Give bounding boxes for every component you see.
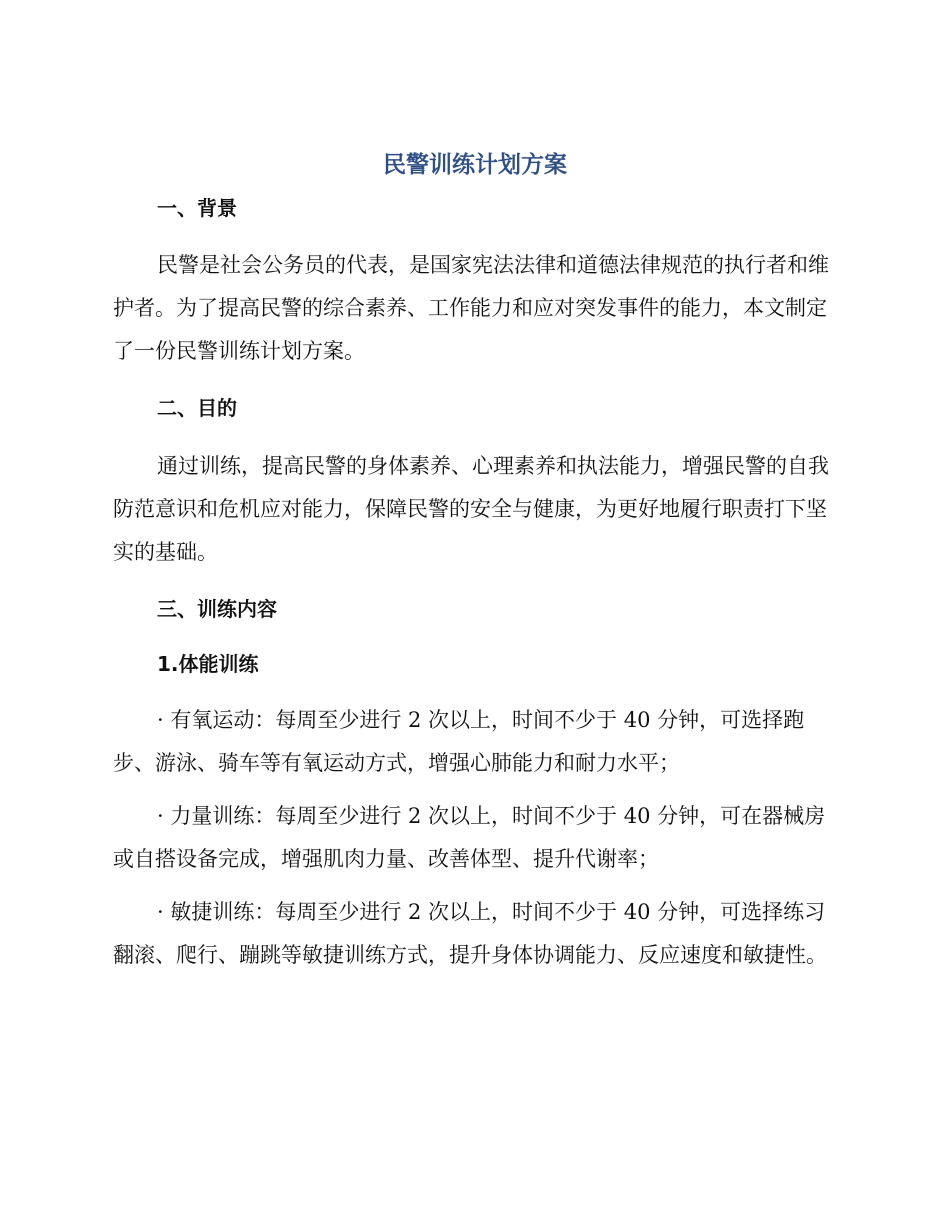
section-heading-purpose: 二、目的 [157, 396, 237, 420]
section-heading-training-content: 三、训练内容 [157, 597, 277, 621]
purpose-paragraph: 通过训练，提高民警的身体素养、心理素养和执法能力，增强民警的自我防范意识和危机应对能力，保障民警的安全与健康，为更好地履行职责打下坚实的基础。 [113, 454, 829, 564]
list-item-agility: · 敏捷训练：每周至少进行 2 次以上，时间不少于 40 分钟，可选择练习翻滚、爬行、蹦跳等敏捷训练方式，提升身体协调能力、反应速度和敏捷性。 [113, 900, 827, 967]
section-heading-background: 一、背景 [157, 196, 237, 220]
subheading-physical-training: 1.体能训练 [157, 652, 259, 676]
list-item-strength: · 力量训练：每周至少进行 2 次以上，时间不少于 40 分钟，可在器械房或自搭设备完成，增强肌肉力量、改善体型、提升代谢率； [113, 804, 826, 871]
document-body [113, 188, 833, 977]
background-paragraph: 民警是社会公务员的代表，是国家宪法法律和道德法律规范的执行者和维护者。为了提高民警的综合素养、工作能力和应对突发事件的能力，本文制定了一份民警训练计划方案。 [113, 253, 829, 363]
list-item-aerobic: · 有氧运动：每周至少进行 2 次以上，时间不少于 40 分钟，可选择跑步、游泳、骑车等有氧运动方式，增强心肺能力和耐力水平； [113, 708, 805, 775]
document-title: 民警训练计划方案 [383, 152, 567, 178]
